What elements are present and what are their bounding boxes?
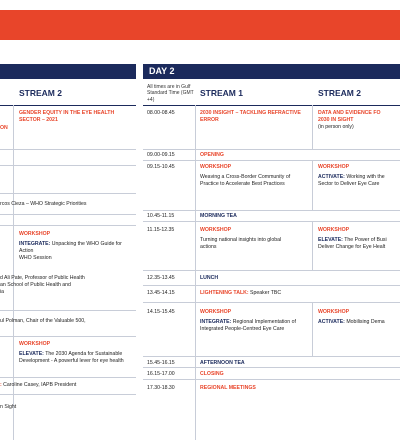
day2-time-divider	[195, 105, 196, 440]
day1-rule	[0, 225, 136, 226]
time-label: 10.45-11.15	[147, 213, 175, 219]
day2-schedule	[143, 64, 400, 440]
day1-speaker-2-line2: an School of Public Health and	[0, 282, 71, 288]
top-banner	[0, 10, 400, 40]
day1-r1-left-tail: ON	[0, 125, 8, 131]
day2-stream-divider	[312, 302, 313, 356]
time-label: 16.15-17.00	[147, 371, 175, 377]
day1-r1-title: GENDER EQUITY IN THE EYE HEALTH SECTOR – 2021	[19, 110, 115, 123]
timezone-note: All times are in Gulf Standard Time (GMT +4)	[147, 84, 194, 103]
time-label: 13.45-14.15	[147, 290, 175, 296]
day1-schedule	[0, 64, 136, 440]
day2-stream1-header: STREAM 1	[200, 88, 243, 98]
session-note: (in person only)	[318, 124, 354, 130]
day1-rule	[0, 193, 136, 194]
day1-ws1-note: WHO Session	[19, 255, 52, 261]
day1-speaker-4: : Caroline Casey, IAPB President	[0, 382, 77, 388]
day1-ws1-label: WORKSHOP	[19, 231, 51, 237]
row-divider	[143, 270, 400, 271]
time-label: 11.15-12.35	[147, 227, 175, 233]
day2-stream-divider	[312, 221, 313, 270]
session-title-line2: Deliver Change for Eye Healt	[318, 244, 386, 250]
day2-header-rule	[143, 105, 400, 106]
day1-rule	[0, 310, 136, 311]
session-title: DATA AND EVIDENCE FO	[318, 110, 381, 116]
day2-title: DAY 2	[149, 66, 175, 76]
workshop-label: WORKSHOP	[318, 164, 350, 170]
day1-speaker-2-line3: ia	[0, 289, 5, 295]
session-title: 2030 INSIGHT – TACKLING REFRACTIVE ERROR	[200, 110, 301, 123]
day2-stream2-header: STREAM 2	[318, 88, 361, 98]
row-divider	[143, 210, 400, 211]
day2-stream-divider	[312, 105, 313, 149]
lightening-talk: LIGHTENING TALK: Speaker TBC	[200, 290, 282, 296]
row-divider	[143, 379, 400, 380]
day1-rule	[0, 149, 136, 150]
session-title: INTEGRATE: Regional Implementation of Integrated People-Centred Eye Care	[200, 319, 296, 332]
session-title: Turning national insights into global actions	[200, 237, 282, 250]
day2-stream-divider	[312, 160, 313, 210]
time-label: 15.45-16.15	[147, 360, 175, 366]
time-label: 14.15-15.45	[147, 309, 175, 315]
row-divider	[143, 160, 400, 161]
day1-rule	[0, 377, 136, 378]
day1-rule	[0, 336, 136, 337]
plenary-label: REGIONAL MEETINGS	[200, 385, 256, 391]
row-divider	[143, 285, 400, 286]
day1-header-bar	[0, 64, 136, 79]
day1-stream2-header: STREAM 2	[19, 88, 62, 98]
workshop-label: WORKSHOP	[200, 309, 232, 315]
day1-rule	[0, 394, 136, 395]
break-label: MORNING TEA	[200, 213, 237, 219]
time-label: 17.30-18.30	[147, 385, 175, 391]
session-title: ELEVATE: The Power of Busi	[318, 237, 387, 243]
session-title-line2: 2030 IN SIGHT	[318, 117, 354, 123]
time-label: 09.00-09.15	[147, 152, 175, 158]
row-divider	[143, 356, 400, 357]
day2-header-bar	[143, 64, 400, 79]
row-divider	[143, 367, 400, 368]
plenary-label: OPENING	[200, 152, 224, 158]
day1-speaker-2-line1: d Ali Pate, Professor of Public Health	[0, 275, 85, 281]
day1-rule	[0, 165, 136, 166]
break-label: LUNCH	[200, 275, 219, 281]
session-title: Weaving a Cross-Border Community of Practice to Accelerate Best Practices	[200, 174, 291, 187]
session-title-line2: Sector to Deliver Eye Care	[318, 181, 380, 187]
workshop-label: WORKSHOP	[318, 227, 350, 233]
day1-column-divider	[13, 105, 14, 440]
plenary-label: CLOSING	[200, 371, 224, 377]
time-label: 12.35-13.45	[147, 275, 175, 281]
day1-header-rule	[0, 105, 136, 106]
workshop-label: WORKSHOP	[200, 164, 232, 170]
session-title: ACTIVATE: Working with the	[318, 174, 385, 180]
row-divider	[143, 149, 400, 150]
workshop-label: WORKSHOP	[318, 309, 350, 315]
row-divider	[143, 221, 400, 222]
day1-ws1-text: INTEGRATE: Unpacking the WHO Guide for Action	[19, 241, 122, 254]
day1-speaker-5: n Sight	[0, 404, 17, 410]
day1-speaker-3: ul Polman, Chair of the Valuable 500,	[0, 318, 86, 324]
workshop-label: WORKSHOP	[200, 227, 232, 233]
day1-ws2-text: ELEVATE: The 2030 Agenda for Sustainable Development - A powerful lever for eye health	[19, 351, 124, 364]
time-label: 08.00-08.45	[147, 110, 175, 116]
break-label: AFTERNOON TEA	[200, 360, 245, 366]
day1-ws2-label: WORKSHOP	[19, 341, 51, 347]
day1-speaker-1: rcos Cieza – WHO Strategic Priorities	[0, 201, 87, 207]
day1-rule	[0, 214, 136, 215]
session-title: ACTIVATE: Mobilising Dema	[318, 319, 385, 325]
time-label: 09.15-10.45	[147, 164, 175, 170]
row-divider	[143, 302, 400, 303]
